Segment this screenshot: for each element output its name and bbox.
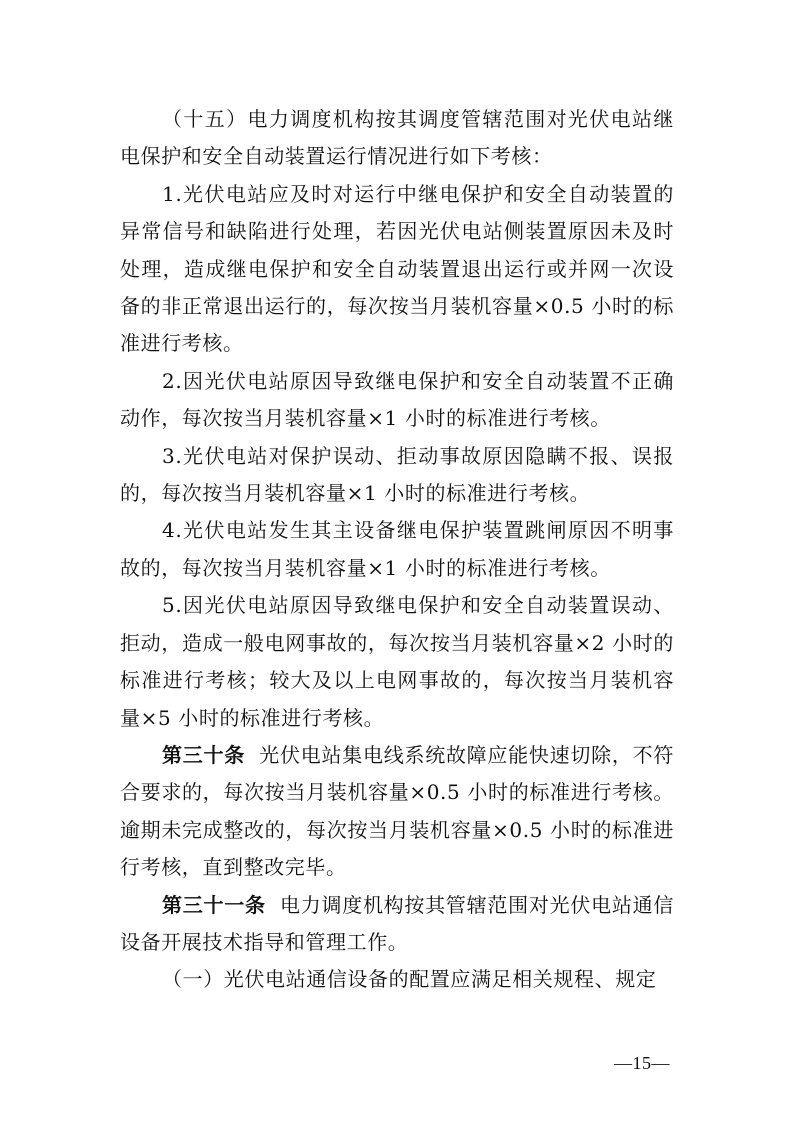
document-body bbox=[120, 101, 674, 999]
paragraph-item-2: 2.因光伏电站原因导致继电保护和安全自动装置不正确动作，每次按当月装机容量×1 小时的标准进行考核。 bbox=[120, 368, 674, 431]
article-31 bbox=[120, 887, 674, 962]
article-30-text: 光伏电站集电线系统故障应能快速切除，不符合要求的，每次按当月装机容量×0.5 小时的标准进行考核。逾期未完成整改的，每次按当月装机容量×0.5 小时的标准进行考核，直到整改完毕。 bbox=[120, 742, 675, 880]
paragraph-section-15: （十五）电力调度机构按其调度管辖范围对光伏电站继电保护和安全自动装置运行情况进行如下考核： bbox=[120, 107, 674, 169]
paragraph-item-3: 3.光伏电站对保护误动、拒动事故原因隐瞒不报、误报的，每次按当月装机容量×1 小时的标准进行考核。 bbox=[120, 443, 674, 506]
paragraph-item-4: 4.光伏电站发生其主设备继电保护装置跳闸原因不明事故的，每次按当月装机容量×1 小时的标准进行考核。 bbox=[120, 518, 674, 580]
article-30 bbox=[120, 737, 674, 887]
paragraph-item-5: 5.因光伏电站原因导致继电保护和安全自动装置误动、拒动，造成一般电网事故的，每次按当月装机容量×2 小时的标准进行考核；较大及以上电网事故的，每次按当月装机容量×5 小时的标准进行考核。 bbox=[120, 593, 674, 730]
article-31-heading: 第三十一条 bbox=[162, 892, 266, 917]
page-number: —15— bbox=[614, 1053, 670, 1073]
paragraph-item-last: （一）光伏电站通信设备的配置应满足相关规程、规定 bbox=[162, 967, 657, 992]
article-30-heading: 第三十条 bbox=[162, 742, 245, 767]
article-31-text: 电力调度机构按其管辖范围对光伏电站通信设备开展技术指导和管理工作。 bbox=[120, 892, 674, 954]
paragraph-item-1: 1.光伏电站应及时对运行中继电保护和安全自动装置的异常信号和缺陷进行处理，若因光伏电站侧装置原因未及时处理，造成继电保护和安全自动装置退出运行或并网一次设备的非正常退出运行的，每次按当月装机容量×0.5 小时的标准进行考核。 bbox=[120, 181, 674, 356]
